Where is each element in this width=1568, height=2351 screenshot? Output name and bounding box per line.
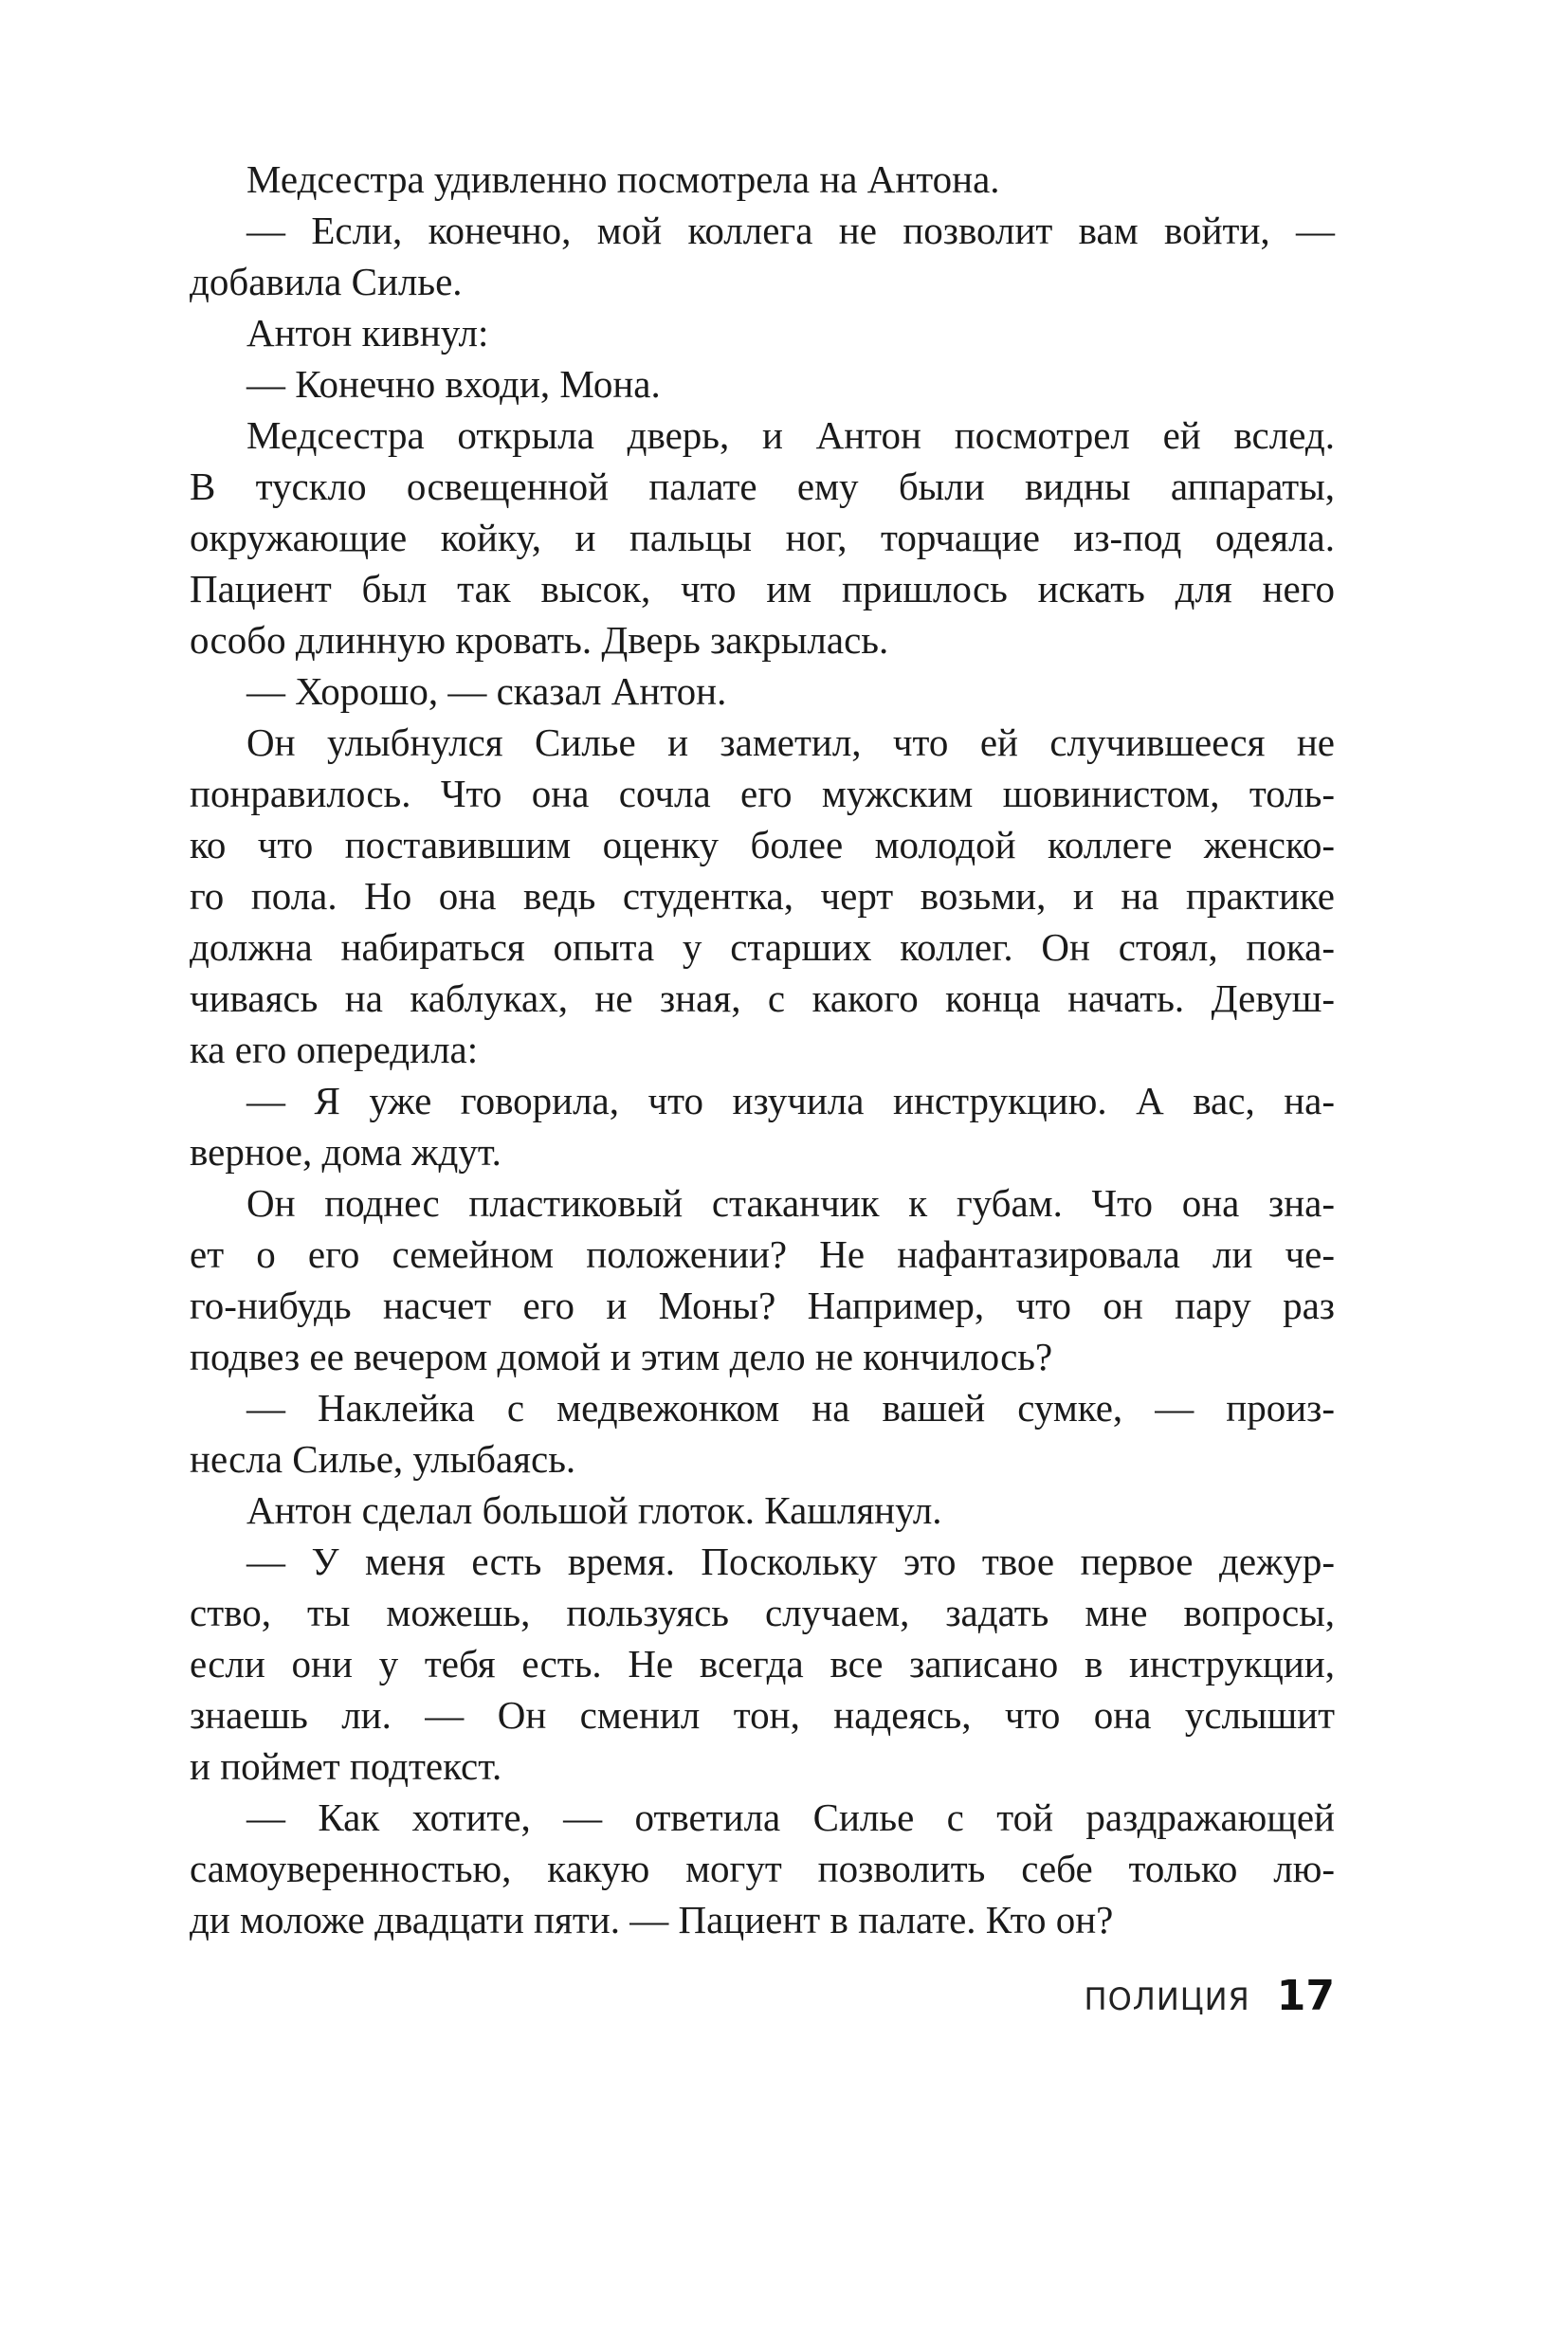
text-line: ка его опередила: [190,1028,479,1071]
text-line: подвез ее вечером домой и этим дело не кончилось? [190,1335,1053,1378]
text-line: ди моложе двадцати пяти. — Пациент в палате. Кто он? [190,1898,1114,1941]
text-line: го пола. Но она ведь студентка, черт возьми, и на практике [190,874,1335,918]
text-line: — Как хотите, — ответила Силье с той раздражающей [246,1795,1335,1839]
text-line: верное, дома ждут. [190,1130,501,1174]
text-line: Медсестра удивленно посмотрела на Антона. [246,157,1000,201]
text-line: знаешь ли. — Он сменил тон, надеясь, что она услышит [190,1693,1335,1737]
text-line: Антон кивнул: [246,311,489,355]
text-line: ет о его семейном положении? Не нафантазировала ли че- [190,1232,1335,1276]
text-line: Пациент был так высок, что им пришлось искать для него [190,567,1335,611]
text-line: В тускло освещенной палате ему были видны аппараты, [190,465,1335,508]
text-line: — Если, конечно, мой коллега не позволит вам войти, — [246,209,1335,252]
text-line: если они у тебя есть. Не всегда все записано в инструкции, [190,1642,1335,1686]
running-head: ПОЛИЦИЯ [1084,1981,1250,2017]
text-line: добавила Силье. [190,260,463,303]
text-line: и поймет подтекст. [190,1744,502,1788]
text-line: особо длинную кровать. Дверь закрылась. [190,618,889,662]
text-line: — Конечно входи, Мона. [246,362,661,406]
text-line: ство, ты можешь, пользуясь случаем, задать мне вопросы, [190,1591,1335,1634]
text-line: Он улыбнулся Силье и заметил, что ей случившееся не [246,720,1335,764]
text-line: — Я уже говорила, что изучила инструкцию. А вас, на- [246,1079,1335,1122]
text-line: — У меня есть время. Поскольку это твое первое дежур- [246,1540,1335,1583]
text-line: должна набираться опыта у старших коллег. Он стоял, пока- [190,925,1335,969]
text-line: Он поднес пластиковый стаканчик к губам. Что она зна- [246,1181,1335,1225]
page-footer [1085,1972,1336,2020]
text-line: Медсестра открыла дверь, и Антон посмотрел ей вслед. [246,413,1335,457]
text-line: несла Силье, улыбаясь. [190,1437,576,1481]
text-line: понравилось. Что она сочла его мужским шовинистом, толь- [190,772,1335,815]
text-line: окружающие койку, и пальцы ног, торчащие из-под одеяла. [190,516,1335,559]
text-line: чиваясь на каблуках, не зная, с какого конца начать. Девуш- [190,976,1335,1020]
text-line: го-нибудь насчет его и Моны? Например, что он пару раз [190,1284,1335,1327]
text-line: — Хорошо, — сказал Антон. [246,669,727,713]
text-line: Антон сделал большой глоток. Кашлянул. [246,1488,942,1532]
page-number: 17 [1276,1972,1335,2020]
text-line: — Наклейка с медвежонком на вашей сумке, — произ- [246,1386,1335,1430]
text-line: самоуверенностью, какую могут позволить себе только лю- [190,1847,1335,1890]
text-line: ко что поставившим оценку более молодой коллеге женско- [190,823,1335,866]
